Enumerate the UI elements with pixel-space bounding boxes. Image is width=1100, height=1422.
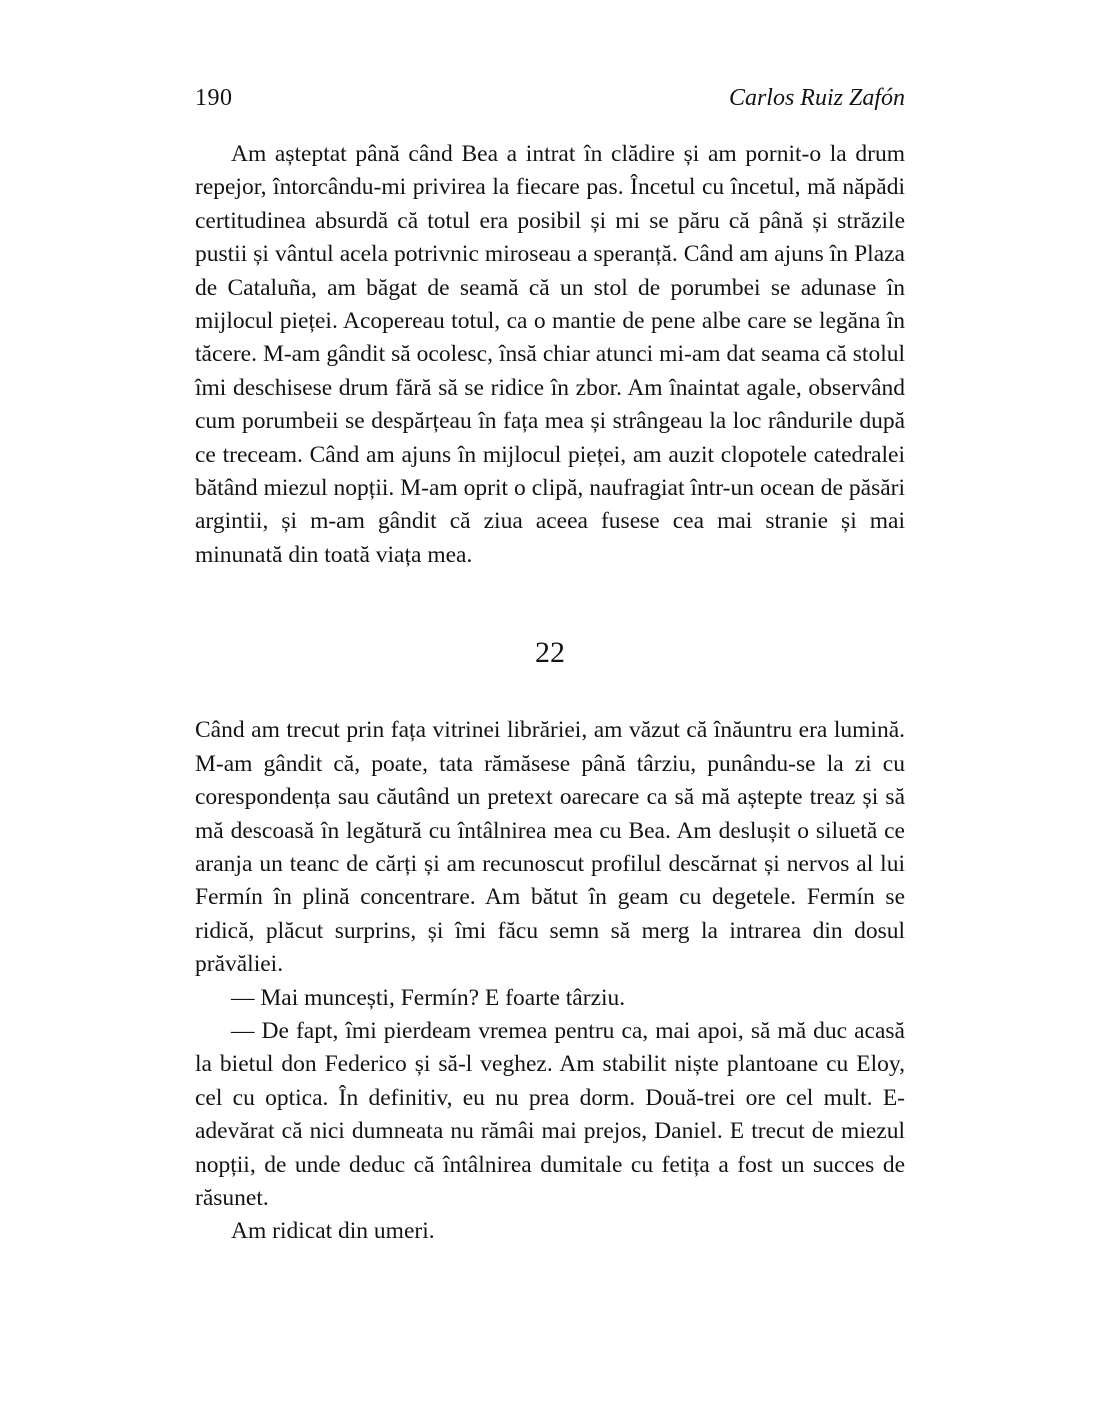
dialogue-line-fermin: — De fapt, îmi pierdeam vremea pentru ca, mai apoi, să mă duc acasă la bietul don Federico și să-l veghez. Am stabilit niște plantoane cu Eloy, cel cu optica. În definitiv, eu nu prea dorm. Două-trei ore cel mult. E-adevărat că nici dumneata nu rămâi mai prejos, Daniel. E trecut de miezul nopții, de unde deduc că întâlnirea dumitale cu fetița a fost un succes de răsunet. bbox=[195, 1017, 905, 1211]
chapter-heading: 22 bbox=[535, 636, 565, 670]
paragraph-chapter21-closing: Am așteptat până când Bea a intrat în clădire și am pornit-o la drum repejor, întorcându-mi privirea la fiecare pas. Încetul cu încetul, mă năpădi certitudinea absurdă că totul era posibil și mi se păru că până și străzile pustii și vântul acela potrivnic miroseau a speranță. Când am ajuns în Plaza de Cataluña, am băgat de seamă că un stol de porumbei se adunase în mijlocul pieței. Acopereau totul, ca o mantie de pene albe care se legăna în tăcere. M-am gândit să ocolesc, însă chiar atunci mi-am dat seama că stolul îmi deschisese drum fără să se ridice în zbor. Am înaintat agale, observând cum porumbeii se despărțeau în fața mea și strângeau la loc rândurile după ce treceam. Când am ajuns în mijlocul pieței, am auzit clopotele catedralei bătând miezul nopții. M-am oprit o clipă, naufragiat într-un ocean de păsări argintii, și m-am gândit că ziua aceea fusese cea mai stranie și mai minunată din toată viața mea. bbox=[195, 141, 905, 568]
page-body bbox=[195, 138, 905, 1249]
page-number: 190 bbox=[195, 85, 233, 111]
paragraph-closing: Am ridicat din umeri. bbox=[231, 1218, 435, 1245]
running-header bbox=[195, 84, 905, 112]
paragraph-chapter22-opening: Când am trecut prin fața vitrinei librăriei, am văzut că înăuntru era lumină. M-am gândit că, poate, tata rămăsese până târziu, punându-se la zi cu corespondența sau căutând un pretext oarecare ca să mă aștepte treaz și să mă descoasă în legătură cu întâlnirea mea cu Bea. Am deslușit o siluetă ce aranja un teanc de cărți și am recunoscut profilul descărnat și nervos al lui Fermín în plină concentrare. Am bătut în geam cu degetele. Fermín se ridică, plăcut surprins, și îmi făcu semn să merg la intrarea din dosul prăvăliei. bbox=[195, 717, 905, 978]
dialogue-line-daniel: — Mai muncești, Fermín? E foarte târziu. bbox=[231, 984, 626, 1011]
running-header-author: Carlos Ruiz Zafón bbox=[728, 85, 905, 111]
